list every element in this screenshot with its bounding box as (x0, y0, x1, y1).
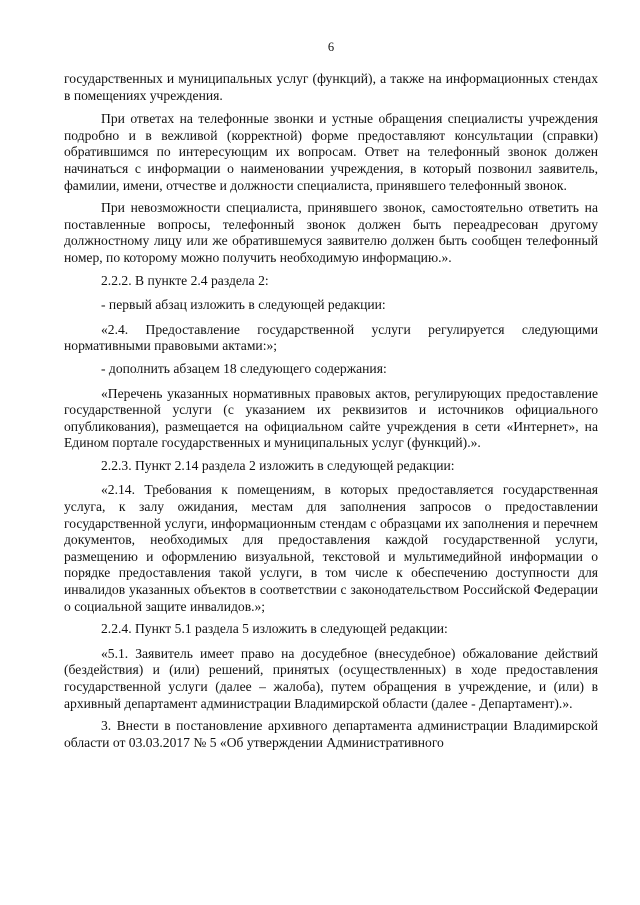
paragraph-item-2-2-2: 2.2.2. В пункте 2.4 раздела 2: (101, 272, 269, 288)
paragraph-quote-2-4: «2.4. Предоставление государственной услуги регулируется следующими нормативными правовыми актами:»; (64, 321, 598, 354)
paragraph-redirect-call: При невозможности специалиста, принявшего звонок, самостоятельно ответить на поставленные вопросы, телефонный звонок должен быть переадресован другому должностному лицу или же обратившемуся заявителю должен быть сообщен телефонный номер, по которому можно получить необходимую информацию.». (64, 200, 598, 265)
paragraph-quote-5-1: «5.1. Заявитель имеет право на досудебное (внесудебное) обжалование действий (бездействия) и (или) решений, принятых (осуществленных) в ходе предоставления государственной услуги (далее – жалоба), путем обращения в учреждение, и (или) в архивный департамент администрации Владимирской области (далее - Департамент).». (64, 645, 598, 711)
paragraph-item-3: 3. Внести в постановление архивного департамента администрации Владимирской области от 03.03.2017 № 5 «Об утверждении Административного (64, 718, 598, 750)
paragraph-quote-acts-list: «Перечень указанных нормативных правовых актов, регулирующих предоставление государственной услуги (с указанием их реквизитов и источников официального опубликования), размещается на официальном сайте учреждения в сети «Интернет», на Едином портале государственных и муниципальных услуг (функций).». (64, 385, 598, 451)
paragraph-item-2-2-3: 2.2.3. Пункт 2.14 раздела 2 изложить в следующей редакции: (101, 457, 455, 473)
paragraph-continuation: государственных и муниципальных услуг (функций), а также на информационных стендах в помещениях учреждения. (64, 71, 598, 103)
page-number: 6 (327, 40, 335, 54)
paragraph-phone-answers: При ответах на телефонные звонки и устные обращения специалисты учреждения подробно и в вежливой (корректной) форме предоставляют консультации (справки) обратившимся по интересующим их вопросам. Ответ на телефонный звонок должен начинаться с информации о наименовании учреждения, в который позвонил заявитель, фамилии, имени, отчестве и должности специалиста, принявшего телефонный звонок. (64, 111, 598, 193)
paragraph-quote-2-14: «2.14. Требования к помещениям, в которых предоставляется государственная услуга, к залу ожидания, местам для заполнения запросов о предоставлении государственной услуги, информационным стендам с образцами их заполнения и перечнем документов, необходимых для предоставления каждой государственной услуги, размещению и оформлению визуальной, текстовой и мультимедийной информации о порядке предоставления такой услуги, в том числе к обеспечению доступности для инвалидов указанных объектов в соответствии с законодательством Российской Федерации о социальной защите инвалидов.»; (64, 482, 598, 614)
paragraph-add-abzac-18: - дополнить абзацем 18 следующего содержания: (101, 360, 387, 376)
paragraph-first-abzac: - первый абзац изложить в следующей редакции: (101, 297, 386, 313)
paragraph-item-2-2-4: 2.2.4. Пункт 5.1 раздела 5 изложить в следующей редакции: (101, 621, 448, 637)
